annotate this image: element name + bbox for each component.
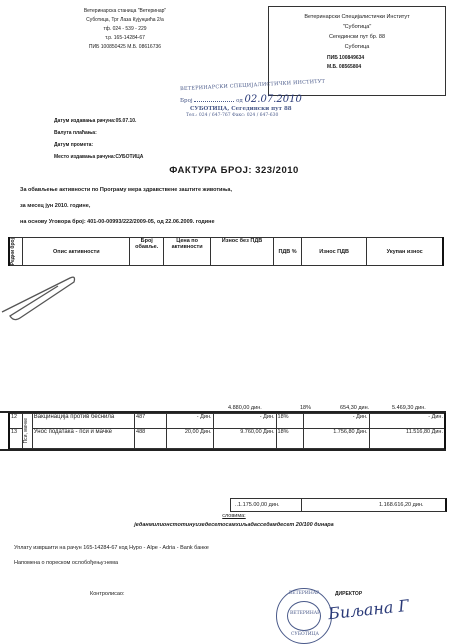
header-broj: Број обавље. xyxy=(130,238,164,266)
intro-line-3: на основу Уговора број: 401-00-00993/222/2009-05, од 22.06.2009. године xyxy=(20,219,215,225)
sender-phone: тф. 024 - 539 - 229 xyxy=(103,26,147,32)
issue-date: Датум издавања рачуна:05.07.10. xyxy=(54,118,137,124)
partial-iznos-bez: 4.880,00 дин. xyxy=(228,405,262,411)
row-pdv-pct: 18% xyxy=(276,429,304,449)
row-iznos-pdv: 1.756,80 Дин. xyxy=(304,429,369,449)
due-date: Валута плаћања: xyxy=(54,130,97,136)
partial-pdv-pct: 18% xyxy=(300,405,312,411)
stamp-outer-text: ВЕТЕРИНАР xyxy=(289,591,320,596)
header-rb: Редни број xyxy=(9,238,23,266)
stamp-inner-ring xyxy=(287,601,321,631)
row-iznos-bez: - Дин. xyxy=(213,414,276,429)
partial-ukupno: 5.469,30 дин. xyxy=(392,405,426,411)
header-cena: Цена по активности xyxy=(164,238,211,266)
director-label: ДИРЕКТОР xyxy=(335,591,363,597)
row-pdv-pct: 18% xyxy=(276,414,304,429)
meta-block xyxy=(54,118,254,160)
total-row xyxy=(230,498,447,512)
received-stamp-date-label: од xyxy=(236,98,243,104)
sender-address: Суботица, Трг Лаза Кујунџића 2/а xyxy=(86,17,164,23)
items-table-header xyxy=(8,237,444,266)
recipient-city: Суботица xyxy=(344,44,370,50)
row-broj: 487 xyxy=(135,414,167,429)
row-cena: 20,00 Дин. xyxy=(167,429,213,449)
recipient-address: Сегедински пут бр. 88 xyxy=(328,34,386,40)
header-opis: Опис активности xyxy=(23,238,130,266)
row-broj: 488 xyxy=(135,429,167,449)
received-stamp-title: ВЕТЕРИНАРСКИ СПЕЦИЈАЛИСТИЧКИ ИНСТИТУТ xyxy=(179,78,326,93)
control-label: Контролисао: xyxy=(90,591,125,597)
recipient-pib: ПИБ 100849634 xyxy=(327,55,365,61)
row-cena: - Дин. xyxy=(167,414,213,429)
row-ukupno: 11.516,80 Дин. xyxy=(369,429,445,449)
intro-line-1: За обављење активности по Програму мера здравствене заштите животиња, xyxy=(20,187,233,193)
row-rb: 12 xyxy=(9,414,23,429)
table-divider-2 xyxy=(0,449,446,451)
received-stamp-number-row xyxy=(180,96,340,105)
recipient-mb: М.Б. 08565804 xyxy=(327,64,362,70)
words-label: словима: xyxy=(222,513,246,519)
items-table-body xyxy=(8,413,446,449)
intro-line-2: за месец јун 2010. године, xyxy=(20,203,91,209)
header-ukupno: Укупан износ xyxy=(367,238,443,266)
tax-note: Напомена о пореском ослобођењу:нема xyxy=(14,560,119,566)
received-stamp-city: СУБОТИЦА, Сегедински пут 88 xyxy=(190,106,292,112)
words-text: једанмилионстотинуизедесетосамхиљадасседамдесет 20/100 динара xyxy=(134,522,334,528)
row-group: Пси, мачке xyxy=(23,414,32,449)
stamp-center-text: ВЕТЕРИНАР xyxy=(290,611,321,616)
sender-block xyxy=(60,8,190,50)
partial-iznos-pdv: 654,30 дин. xyxy=(340,405,370,411)
header-pdv-pct: ПДВ % xyxy=(274,238,302,266)
director-signature: Биљана Г xyxy=(327,595,410,624)
row-opis: Вакцинација против беснила xyxy=(32,414,134,429)
row-ukupno: - Дин. xyxy=(369,414,445,429)
recipient-name2: "Суботица" xyxy=(342,24,372,30)
table-row xyxy=(9,429,445,449)
sender-account: т.р. 165-14284-67 xyxy=(105,35,145,41)
stamp-bottom-text: СУБОТИЦА xyxy=(291,632,319,637)
intro-block xyxy=(20,187,440,226)
received-stamp-date: 02.07.2010 xyxy=(244,94,302,105)
row-rb: 13 xyxy=(9,429,23,449)
header-iznos-pdv: Износ ПДВ xyxy=(302,238,367,266)
delivery-date: Датум промета: xyxy=(54,142,94,148)
paper-clip-icon xyxy=(0,272,80,322)
table-row xyxy=(9,414,445,429)
sender-name: Ветеринарска станица "Ветеринар" xyxy=(83,8,167,14)
total-ukupno: 1.168.616,20 дин. xyxy=(379,502,424,508)
received-stamp-number-label: Број xyxy=(180,98,193,104)
row-opis: Унос података - пси и мачке xyxy=(32,429,134,449)
invoice-title: ФАКТУРА БРОЈ: 323/2010 xyxy=(169,165,299,176)
total-iznos-bez: ..1.175.00,00 дин. xyxy=(235,502,280,508)
payment-note: Уплату извршити на рачун 165-14284-67 код Нуро - Alpe - Adria - Bank банке xyxy=(14,545,209,551)
issue-place: Место издавања рачуна:СУБОТИЦА xyxy=(54,154,144,160)
row-iznos-bez: 9.760,00 Дин. xyxy=(213,429,276,449)
row-iznos-pdv: - Дин. xyxy=(304,414,369,429)
recipient-name: Ветеринарски Специјалистички Институт xyxy=(304,14,410,20)
sender-stamp xyxy=(276,588,332,644)
received-stamp-phones: Тел.: 024 / 647-767 Факс: 024 / 647-630 xyxy=(186,113,279,118)
header-iznos-bez: Износ без ПДВ xyxy=(210,238,273,266)
sender-ids: ПИБ 100850425 М.Б. 08616736 xyxy=(88,44,162,50)
